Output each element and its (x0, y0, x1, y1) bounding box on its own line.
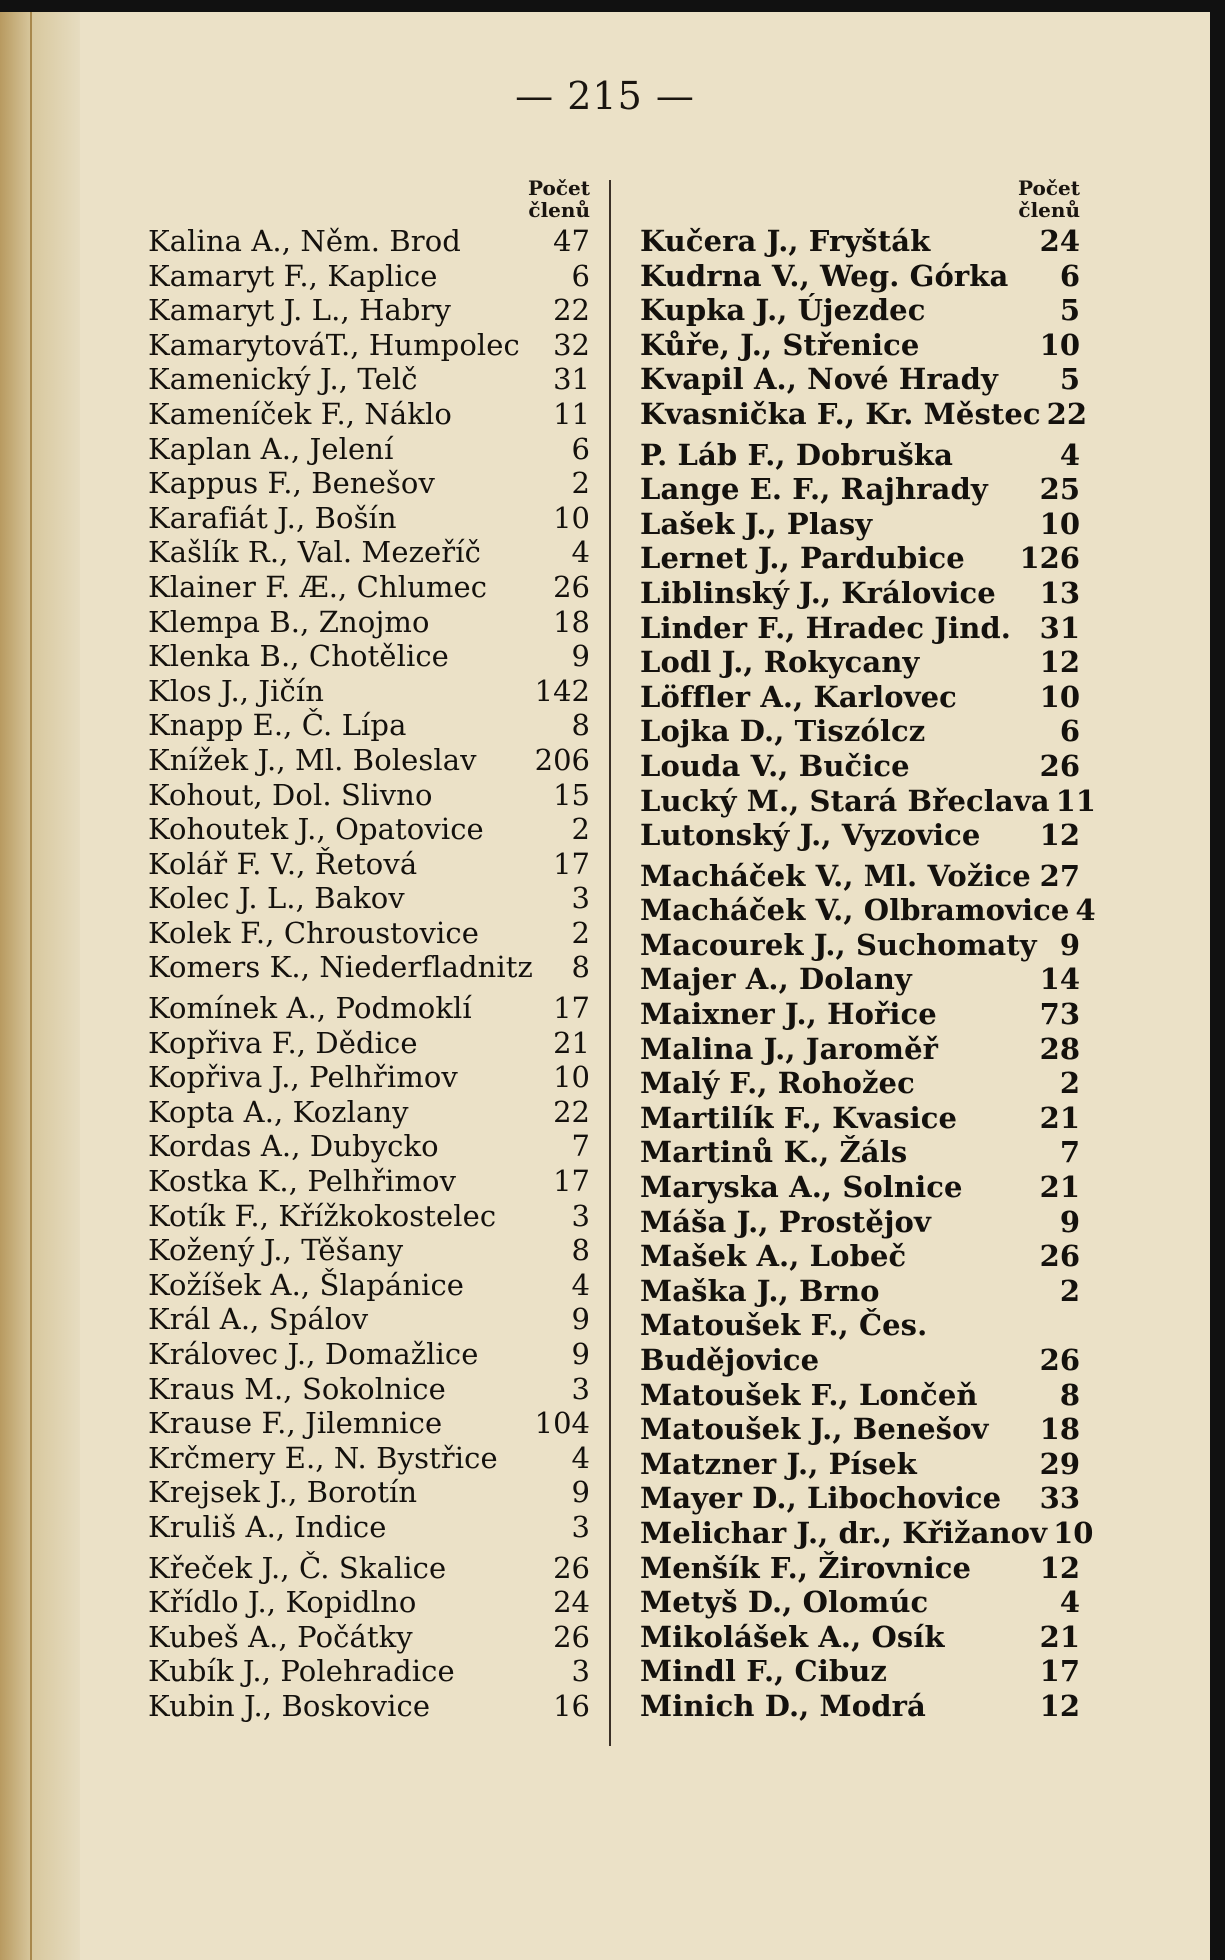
entry-count: 2 (571, 915, 590, 950)
entry-count: 27 (1039, 858, 1080, 893)
entry-name: Kruliš A., Indice (148, 1509, 387, 1544)
entry-name: Král A., Spálov (148, 1302, 369, 1337)
entry-name: Klempa B., Znojmo (148, 604, 430, 639)
entry-count: 10 (1039, 679, 1080, 714)
entry-name: Kalina A., Něm. Brod (148, 224, 461, 258)
entry-name: Kožíšek A., Šlapánice (148, 1267, 465, 1302)
list-item (640, 893, 1096, 928)
list-item (640, 962, 1080, 997)
entry-count: 9 (571, 639, 590, 674)
entry-count: 22 (553, 293, 590, 328)
list-item (640, 714, 1080, 749)
list-item (640, 1066, 1080, 1101)
entry-count: 6 (1059, 714, 1080, 749)
list-item (148, 847, 590, 882)
list-item (148, 535, 590, 570)
list-item (148, 328, 590, 363)
entry-count: 73 (1039, 997, 1080, 1032)
entry-count: 10 (1053, 1515, 1094, 1550)
entry-count: 12 (1039, 1550, 1080, 1585)
list-item (640, 396, 1088, 432)
entry-count: 8 (1059, 1377, 1080, 1412)
list-item (640, 1447, 1080, 1482)
entry-name: Kostka K., Pelhřimov (148, 1164, 457, 1199)
entry-count: 26 (1039, 1343, 1080, 1377)
entry-count: 33 (1039, 1481, 1080, 1516)
list-item (640, 645, 1080, 680)
right-entry-list (640, 224, 1096, 1724)
entry-count: 6 (571, 431, 590, 466)
list-item (148, 224, 590, 259)
entry-count: 6 (571, 258, 590, 293)
entry-name: Klenka B., Chotělice (148, 639, 449, 674)
list-item (148, 1337, 590, 1372)
entry-count: 17 (553, 991, 590, 1026)
entry-name: Kamenický J., Telč (148, 362, 418, 397)
entry-name: Louda V., Bučice (640, 748, 910, 783)
entry-name: Kučera J., Fryšták (640, 224, 931, 258)
entry-name: Lernet J., Pardubice (640, 541, 965, 576)
entry-name: Malina J., Jaroměř (640, 1031, 939, 1066)
entry-count: 9 (571, 1475, 590, 1510)
list-item (148, 674, 590, 709)
entry-name: Mašek A., Lobeč (640, 1239, 907, 1274)
entry-count: 7 (571, 1129, 590, 1164)
entry-name: Knížek J., Ml. Boleslav (148, 742, 477, 777)
entry-count: 4 (571, 1267, 590, 1302)
entry-name: Maška J., Brno (640, 1273, 880, 1308)
entry-name: Kašlík R., Val. Mezeříč (148, 535, 481, 570)
list-item (640, 1585, 1080, 1620)
list-item (148, 950, 590, 985)
list-item (148, 1199, 590, 1234)
entry-name: Knapp E., Č. Lípa (148, 708, 407, 743)
entry-name: Majer A., Dolany (640, 962, 912, 997)
list-item (148, 1268, 590, 1303)
entry-name: Mindl F., Cibuz (640, 1654, 887, 1689)
entry-name: Klos J., Jičín (148, 673, 325, 708)
list-item (640, 1654, 1080, 1689)
entry-name: Kamaryt F., Kaplice (148, 258, 438, 293)
entry-name: Macourek J., Suchomaty (640, 927, 1037, 962)
list-item (148, 1302, 590, 1337)
list-item (148, 570, 590, 605)
entry-name: Kraus M., Sokolnice (148, 1371, 446, 1406)
entry-name: Kaplan A., Jelení (148, 431, 394, 466)
list-item (640, 1032, 1080, 1067)
entry-name: Křeček J., Č. Skalice (148, 1550, 447, 1585)
entry-name: P. Láb F., Dobruška (640, 437, 953, 472)
list-item (640, 224, 1080, 259)
entry-name: Matzner J., Písek (640, 1446, 917, 1481)
entry-count: 3 (571, 1198, 590, 1233)
header-label-line-2: členů (528, 198, 590, 222)
list-item (148, 1406, 590, 1441)
entry-count: 8 (571, 708, 590, 743)
entry-name: Krejsek J., Borotín (148, 1475, 418, 1510)
entry-count: 17 (553, 846, 590, 881)
entry-count: 10 (1039, 327, 1080, 362)
list-item (640, 541, 1080, 576)
list-item (640, 680, 1080, 715)
entry-count: 2 (571, 812, 590, 847)
entry-name: Komers K., Niederfladnitz (148, 950, 533, 985)
entry-count: 9 (571, 1337, 590, 1371)
entry-count: 26 (1039, 1239, 1080, 1274)
entry-count: 8 (571, 1233, 590, 1268)
list-item (148, 397, 590, 432)
header-label-line-1: Počet (1018, 176, 1080, 200)
entry-count: 21 (1039, 1100, 1080, 1135)
list-item (640, 783, 1096, 819)
list-item (148, 605, 590, 640)
entry-count: 9 (571, 1302, 590, 1337)
entry-count: 206 (534, 742, 590, 777)
entry-name: Mayer D., Libochovice (640, 1481, 1002, 1516)
entry-name: Liblinský J., Královice (640, 575, 996, 610)
column-divider (609, 180, 611, 1746)
entry-name: Karafiát J., Bošín (148, 500, 397, 535)
member-count-header (148, 177, 590, 221)
entry-name: Lange E. F., Rajhrady (640, 472, 988, 507)
entry-name: Maryska A., Solnice (640, 1170, 963, 1205)
entry-count: 6 (1059, 258, 1080, 293)
entry-name: Kolec J. L., Bakov (148, 881, 405, 916)
entry-count: 2 (571, 466, 590, 501)
entry-name: Kubin J., Boskovice (148, 1688, 431, 1723)
entry-count: 29 (1039, 1446, 1080, 1481)
entry-name: Melichar J., dr., Křižanov (640, 1515, 1048, 1550)
entry-count: 4 (1059, 437, 1080, 472)
entry-name: Kordas A., Dubycko (148, 1129, 439, 1164)
list-item (640, 1689, 1080, 1724)
entry-count: 12 (1039, 645, 1080, 680)
list-item (640, 472, 1080, 507)
entry-count: 3 (571, 1509, 590, 1544)
entry-name: KamarytováT., Humpolec (148, 327, 520, 362)
list-item (640, 749, 1080, 784)
list-item (148, 812, 590, 847)
list-item (640, 1481, 1080, 1516)
entry-count: 24 (553, 1585, 590, 1620)
entry-count: 21 (1039, 1619, 1080, 1654)
list-item (640, 328, 1080, 363)
list-item (640, 928, 1080, 963)
entry-name: Kubeš A., Počátky (148, 1619, 413, 1654)
left-column (148, 177, 590, 1724)
list-item (640, 576, 1080, 611)
list-item (148, 1095, 590, 1130)
entry-name: Löffler A., Karlovec (640, 679, 957, 714)
header-label-line-1: Počet (528, 176, 590, 200)
list-item (148, 639, 590, 674)
entry-name: Křídlo J., Kopidlno (148, 1585, 417, 1620)
entry-name: Kohout, Dol. Slivno (148, 777, 433, 812)
entry-name: Macháček V., Ml. Vožice (640, 858, 1031, 893)
entry-name: Menšík F., Žirovnice (640, 1550, 971, 1585)
entry-count: 3 (571, 1371, 590, 1406)
list-item (148, 501, 590, 536)
entry-name: Krause F., Jilemnice (148, 1406, 443, 1441)
entry-name: Královec J., Domažlice (148, 1337, 479, 1371)
entry-name: Klainer F. Æ., Chlumec (148, 569, 488, 604)
list-item (148, 1620, 590, 1655)
entry-count: 5 (1059, 293, 1080, 328)
entry-name: Kopřiva F., Dědice (148, 1025, 418, 1060)
header-label-line-2: členů (1018, 198, 1080, 222)
entry-name: Martinů K., Žáls (640, 1135, 908, 1170)
entry-count: 25 (1039, 472, 1080, 507)
entry-count: 4 (571, 535, 590, 570)
entry-count: 13 (1039, 575, 1080, 610)
list-item (640, 1205, 1080, 1240)
entry-name: Metyš D., Olomúc (640, 1585, 929, 1620)
list-item (640, 438, 1080, 473)
list-item (148, 1060, 590, 1095)
entry-count: 10 (1039, 506, 1080, 541)
entry-name: Kameníček F., Náklo (148, 396, 452, 431)
list-item (640, 818, 1080, 853)
entry-count: 14 (1039, 962, 1080, 997)
list-item (640, 1515, 1094, 1551)
list-item (148, 1233, 590, 1268)
entry-name: Krčmery E., N. Bystřice (148, 1440, 498, 1475)
list-item (148, 432, 590, 467)
binding-fold-line (30, 12, 32, 1960)
entry-count: 142 (534, 673, 590, 708)
list-item (148, 1129, 590, 1164)
list-item (148, 991, 590, 1026)
entry-count: 22 (1046, 396, 1088, 431)
entry-count: 7 (1059, 1135, 1080, 1170)
entry-count: 4 (571, 1440, 590, 1475)
left-entry-list (148, 224, 590, 1724)
entry-count: 9 (1059, 927, 1080, 962)
entry-name: Lojka D., Tiszólcz (640, 714, 926, 749)
entry-name: Kotík F., Křížkokostelec (148, 1198, 497, 1233)
entry-count: 17 (553, 1164, 590, 1199)
list-item (148, 1510, 590, 1545)
entry-count: 2 (1059, 1066, 1080, 1101)
entry-count: 31 (1039, 610, 1080, 645)
list-item (640, 1412, 1080, 1447)
list-item (640, 1170, 1080, 1205)
list-item (640, 362, 1080, 397)
entry-name: Kvapil A., Nové Hrady (640, 362, 998, 397)
entry-name: Lodl J., Rokycany (640, 645, 920, 680)
book-page (0, 12, 1210, 1960)
list-item (148, 1164, 590, 1199)
entry-name: Kopta A., Kozlany (148, 1094, 409, 1129)
list-item (640, 1378, 1080, 1413)
entry-count: 32 (553, 327, 590, 362)
entry-count: 26 (553, 569, 590, 604)
list-item (148, 466, 590, 501)
list-item (148, 1475, 590, 1510)
entry-count: 28 (1039, 1031, 1080, 1066)
entry-count: 11 (553, 396, 590, 431)
list-item (640, 507, 1080, 542)
entry-count: 21 (1039, 1170, 1080, 1205)
list-item (148, 778, 590, 813)
entry-count: 5 (1059, 362, 1080, 397)
list-item (640, 259, 1080, 294)
entry-name: Kůře, J., Střenice (640, 327, 920, 362)
list-item (640, 1101, 1080, 1136)
entry-count: 104 (534, 1406, 590, 1441)
entry-count: 21 (553, 1025, 590, 1060)
list-item (148, 362, 590, 397)
entry-name: Kudrna V., Weg. Górka (640, 258, 1009, 293)
entry-name: Kupka J., Újezdec (640, 293, 926, 328)
entry-name: Martilík F., Kvasice (640, 1100, 958, 1135)
entry-name: Mikolášek A., Osík (640, 1619, 945, 1654)
list-item (148, 1441, 590, 1476)
list-item (640, 997, 1080, 1032)
list-item (148, 1689, 590, 1724)
entry-count: 12 (1039, 1688, 1080, 1723)
right-column (640, 176, 1096, 1724)
entry-name: Kamaryt J. L., Habry (148, 293, 451, 328)
list-item (148, 881, 590, 916)
list-item (148, 1372, 590, 1407)
entry-name: Linder F., Hradec Jind. (640, 610, 1012, 645)
entry-name: Matoušek J., Benešov (640, 1412, 989, 1447)
list-item (148, 1026, 590, 1061)
entry-count: 16 (553, 1688, 590, 1723)
entry-count: 4 (1059, 1585, 1080, 1620)
entry-name: Malý F., Rohožec (640, 1066, 915, 1101)
entry-name: Minich D., Modrá (640, 1688, 926, 1723)
entry-name: Kappus F., Benešov (148, 466, 435, 501)
list-item (640, 1308, 1080, 1377)
entry-name: Komínek A., Podmoklí (148, 991, 472, 1026)
entry-name: Kohoutek J., Opatovice (148, 812, 484, 847)
list-item (148, 1551, 590, 1586)
list-item (640, 1135, 1080, 1170)
entry-name: Kvasnička F., Kr. Městec (640, 396, 1041, 431)
list-item (640, 1620, 1080, 1655)
entry-count: 15 (553, 777, 590, 812)
entry-count: 4 (1075, 893, 1096, 928)
entry-count: 11 (1055, 783, 1096, 818)
entry-name: Kožený J., Těšany (148, 1233, 404, 1268)
entry-count: 10 (553, 1060, 590, 1095)
list-item (148, 259, 590, 294)
entry-name: Matoušek F., Čes. Budějovice (640, 1308, 928, 1377)
entry-name: Lašek J., Plasy (640, 506, 873, 541)
entry-name: Lutonský J., Vyzovice (640, 818, 981, 853)
entry-name: Kubík J., Polehradice (148, 1654, 455, 1689)
entry-count: 3 (571, 881, 590, 916)
list-item (148, 743, 590, 778)
entry-name: Máša J., Prostějov (640, 1204, 931, 1239)
entry-count: 126 (1019, 541, 1080, 576)
entry-count: 24 (1039, 224, 1080, 258)
list-item (148, 916, 590, 951)
entry-count: 47 (553, 224, 590, 258)
list-item (640, 1274, 1080, 1309)
list-item (640, 611, 1080, 646)
entry-name: Kolář F. V., Řetová (148, 846, 418, 881)
list-item (148, 293, 590, 328)
entry-count: 22 (553, 1094, 590, 1129)
entry-count: 12 (1039, 818, 1080, 853)
entry-count: 18 (1039, 1412, 1080, 1447)
member-count-header (640, 177, 1080, 221)
entry-count: 26 (553, 1550, 590, 1585)
list-item (148, 708, 590, 743)
entry-count: 17 (1039, 1654, 1080, 1689)
entry-count: 10 (553, 500, 590, 535)
list-item (148, 1654, 590, 1689)
entry-count: 8 (571, 950, 590, 985)
list-item (640, 859, 1080, 894)
entry-count: 26 (553, 1619, 590, 1654)
list-item (640, 1551, 1080, 1586)
page-number: — 215 — (515, 74, 695, 118)
entry-name: Kopřiva J., Pelhřimov (148, 1060, 458, 1095)
entry-count: 18 (553, 604, 590, 639)
entry-name: Macháček V., Olbramovice (640, 893, 1070, 928)
list-item (148, 1585, 590, 1620)
entry-count: 26 (1039, 748, 1080, 783)
entry-count: 31 (553, 362, 590, 397)
list-item (640, 1239, 1080, 1274)
entry-count: 3 (571, 1654, 590, 1689)
page-binding-shadow (0, 12, 80, 1960)
entry-name: Kolek F., Chroustovice (148, 915, 479, 950)
entry-name: Lucký M., Stará Břeclava (640, 783, 1050, 818)
list-item (640, 293, 1080, 328)
entry-name: Maixner J., Hořice (640, 997, 937, 1032)
entry-count: 2 (1059, 1273, 1080, 1308)
entry-name: Matoušek F., Lončeň (640, 1377, 978, 1412)
entry-count: 9 (1059, 1204, 1080, 1239)
